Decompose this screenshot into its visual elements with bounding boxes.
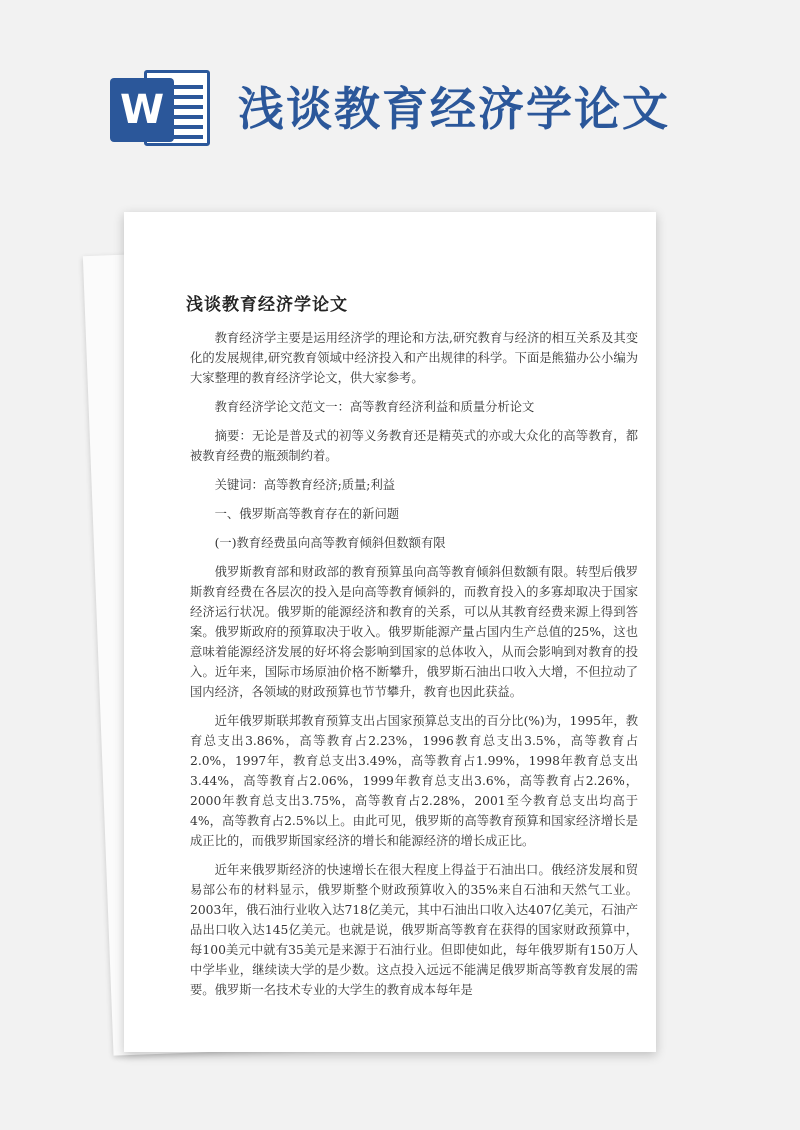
word-document-icon [110, 70, 214, 148]
page-title: 浅谈教育经济学论文 [238, 82, 670, 136]
body-paragraph: 近年来俄罗斯经济的快速增长在很大程度上得益于石油出口。俄经济发展和贸易部公布的材料显示，俄罗斯整个财政预算收入的35%来自石油和天然气工业。2003年，俄石油行业收入达718亿美元，其中石油出口收入达407亿美元，石油产品出口收入达145亿美元。也就是说，俄罗斯高等教育在获得的国家财政预算中，每100美元中就有35美元是来源于石油行业。但即使如此，每年俄罗斯有150万人中学毕业，继续读大学的是少数。这点投入远远不能满足俄罗斯高等教育发展的需要。俄罗斯一名技术专业的大学生的教育成本每年是 [190, 863, 638, 997]
subsection-heading: (一)教育经费虽向高等教育倾斜但数额有限 [214, 536, 446, 550]
section-heading: 一、俄罗斯高等教育存在的新问题 [214, 507, 400, 521]
sample-heading: 教育经济学论文范文一：高等教育经济利益和质量分析论文 [214, 400, 535, 414]
body-paragraph: 俄罗斯教育部和财政部的教育预算虽向高等教育倾斜但数额有限。转型后俄罗斯教育经费在各层次的投入是向高等教育倾斜的，而教育投入的多寡却取决于国家经济运行状况。俄罗斯的能源经济和教育的关系，可以从其教育经费来源上得到答案。俄罗斯政府的预算取决于收入。俄罗斯能源产量占国内生产总值的25%，这也意味着能源经济发展的好坏将会影响到国家的总体收入，从而会影响到对教育的投入。近年来，国际市场原油价格不断攀升，俄罗斯石油出口收入大增，不但拉动了国内经济，各领域的财政预算也节节攀升，教育也因此获益。 [190, 565, 638, 699]
body-paragraph: 近年俄罗斯联邦教育预算支出占国家预算总支出的百分比(%)为，1995年，教育总支出3.86%，高等教育占2.23%，1996教育总支出3.5%，高等教育占2.0%，1997年，教育总支出3.49%，高等教育占1.99%，1998年教育总支出3.44%，高等教育占2.06%，1999年教育总支出3.6%，高等教育占2.26%，2000年教育总支出3.75%，高等教育占2.28%，2001至今教育总支出均高于4%，高等教育占2.5%以上。由此可见，俄罗斯的高等教育预算和国家经济增长是成正比的，而俄罗斯国家经济的增长和能源经济的增长成正比。 [190, 714, 638, 848]
header [0, 0, 800, 200]
intro-paragraph: 教育经济学主要是运用经济学的理论和方法,研究教育与经济的相互关系及其变化的发展规律,研究教育领域中经济投入和产出规律的科学。下面是熊猫办公小编为大家整理的教育经济学论文，供大家参考。 [190, 331, 638, 385]
document-body [190, 328, 638, 1009]
word-logo-badge: W [110, 78, 174, 142]
document-page [124, 212, 656, 1052]
abstract-paragraph: 摘要：无论是普及式的初等义务教育还是精英式的亦或大众化的高等教育，都被教育经费的瓶颈制约着。 [190, 429, 638, 463]
document-title: 浅谈教育经济学论文 [186, 295, 348, 315]
keywords-paragraph: 关键词：高等教育经济;质量;利益 [214, 478, 396, 492]
